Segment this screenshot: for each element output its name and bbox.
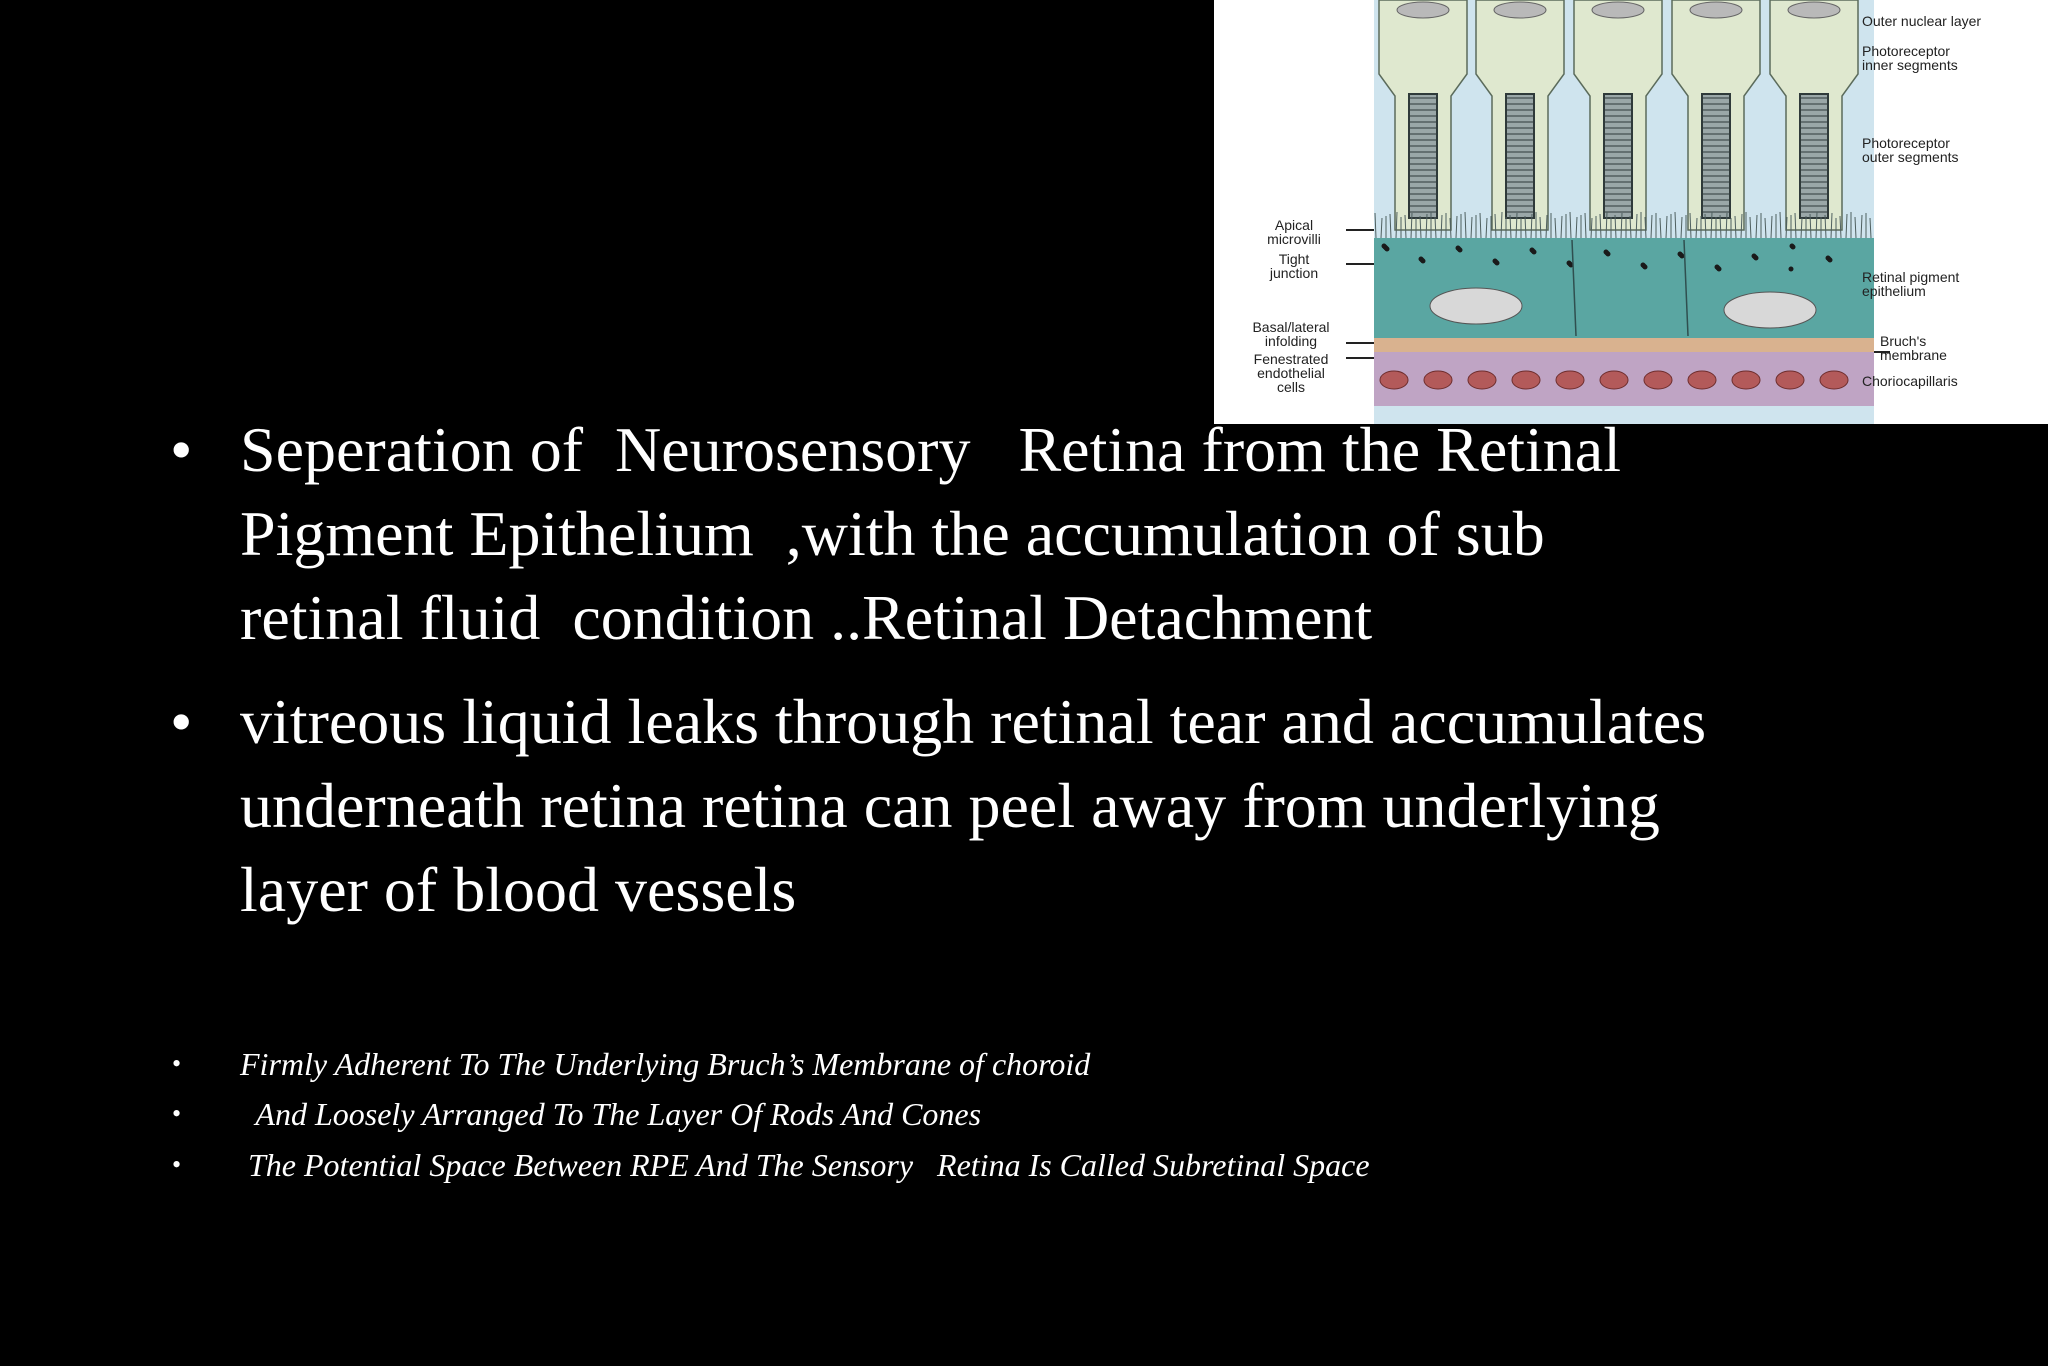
pigment-granule	[1643, 265, 1648, 270]
label-fenestrated-endothelial-cells: Fenestrated endothelial cells	[1253, 351, 1329, 395]
note-text-subretinal-space: The Potential Space Between RPE And The Sensory Retina Is Called Subretinal Space	[240, 1147, 1370, 1183]
pigment-granule	[1828, 258, 1833, 263]
photoreceptor-nucleus	[1494, 2, 1546, 18]
red-blood-cell	[1688, 371, 1716, 389]
photoreceptor-nucleus	[1592, 2, 1644, 18]
photoreceptor-nucleus	[1788, 2, 1840, 18]
red-blood-cell	[1600, 371, 1628, 389]
bullet-text-vitreous: vitreous liquid leaks through retinal tear and accumulates underneath retina retina can peel away from underlying layer of blood vessels	[240, 686, 1707, 925]
label-choriocapillaris: Choriocapillaris	[1862, 373, 1958, 389]
label-outer-nuclear-layer: Outer nuclear layer	[1862, 13, 1982, 29]
label-tight-junction: Tight junction	[1269, 251, 1319, 281]
red-blood-cell	[1380, 371, 1408, 389]
pigment-granule	[1458, 248, 1463, 253]
pigment-granule	[1532, 250, 1537, 255]
photoreceptor-nucleus	[1397, 2, 1449, 18]
note-bullet: •	[172, 1150, 182, 1179]
red-blood-cell	[1468, 371, 1496, 389]
pigment-granule	[1495, 261, 1500, 266]
outer-segment	[1604, 94, 1632, 218]
outer-segment	[1702, 94, 1730, 218]
red-blood-cell	[1820, 371, 1848, 389]
pigment-granule	[1606, 252, 1611, 257]
red-blood-cell	[1732, 371, 1760, 389]
label-basal-lateral-infolding: Basal/lateral infolding	[1252, 319, 1330, 349]
bruchs-membrane-layer	[1374, 338, 1874, 352]
red-blood-cell	[1644, 371, 1672, 389]
pigment-granule	[1717, 267, 1722, 272]
retina-layers-diagram	[1214, 0, 2048, 424]
photoreceptor-columns	[1379, 0, 1858, 230]
outer-segment	[1409, 94, 1437, 218]
outer-segment	[1800, 94, 1828, 218]
pigment-granule	[1680, 254, 1685, 259]
bullet-marker: •	[170, 414, 193, 485]
pigment-granule	[1789, 267, 1794, 272]
bullet-text-separation: Seperation of Neurosensory Retina from the Retinal Pigment Epithelium ,with the accumulation of sub retinal fluid condition ..Retinal Detachment	[240, 414, 1621, 653]
red-blood-cell	[1424, 371, 1452, 389]
label-inner-segments: Photoreceptor inner segments	[1862, 43, 1958, 73]
red-blood-cell	[1512, 371, 1540, 389]
red-blood-cell	[1556, 371, 1584, 389]
note-bullet: •	[172, 1099, 182, 1128]
outer-segment	[1506, 94, 1534, 218]
label-retinal-pigment-epithelium: Retinal pigment epithelium	[1862, 269, 1960, 299]
rpe-nucleus	[1430, 288, 1522, 324]
label-outer-segments: Photoreceptor outer segments	[1862, 135, 1959, 165]
pigment-granule	[1754, 256, 1759, 261]
note-text-firmly-adherent: Firmly Adherent To The Underlying Bruch’s Membrane of choroid	[240, 1046, 1091, 1082]
pigment-granule	[1421, 259, 1426, 264]
label-bruchs-membrane: Bruch's membrane	[1880, 333, 1947, 363]
pigment-granule	[1385, 247, 1390, 252]
note-bullet: •	[172, 1049, 182, 1078]
rpe-nucleus	[1724, 292, 1816, 328]
note-text-loosely-arranged: And Loosely Arranged To The Layer Of Rods And Cones	[240, 1096, 982, 1132]
label-apical-microvilli: Apical microvilli	[1267, 217, 1321, 247]
red-blood-cell	[1776, 371, 1804, 389]
photoreceptor-nucleus	[1690, 2, 1742, 18]
pigment-granule	[1791, 245, 1796, 250]
bullet-marker: •	[170, 686, 193, 757]
